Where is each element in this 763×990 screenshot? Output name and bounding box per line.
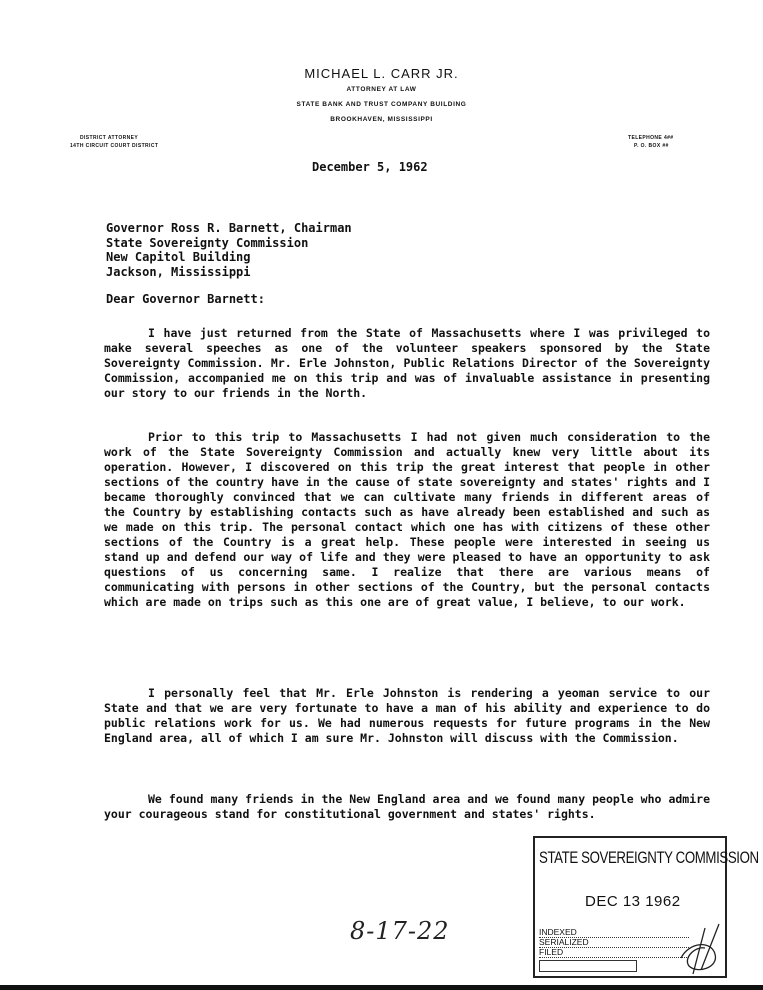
right-line-2: P. O. BOX ##	[634, 143, 669, 149]
letterhead-city: BROOKHAVEN, MISSISSIPPI	[330, 116, 433, 123]
stamp-title: STATE SOVEREIGNTY COMMISSION	[539, 848, 759, 867]
stamp-date: DEC 13 1962	[585, 893, 681, 910]
letter-date: December 5, 1962	[312, 160, 428, 174]
body-paragraph-1: I have just returned from the State of Massachusetts where I was privileged to make several speeches as one of the volunteer speakers sponsored by the State Sovereignty Commission. Mr. Erle Johnston, Public Relations Director of the Sovereignty Commission, accompanied me on this trip and was of invaluable assistance in presenting our story to our friends in the North.	[104, 326, 710, 400]
letterhead-right-block-2	[634, 142, 669, 150]
letterhead-right-block	[628, 134, 674, 142]
recipient-line-1: Governor Ross R. Barnett, Chairman	[106, 221, 352, 235]
body-paragraph-2: Prior to this trip to Massachusetts I had not given much consideration to the work of the State Sovereignty Commission and actually knew very little about its operation. However, I discovered on this trip the great interest that people in other sections of the country have in the cause of state sovereignty and states' rights and I became thoroughly convinced that we can cultivate many friends in different areas of the Country by establishing contacts such as have already been established and such as we made on this trip. The personal contact which one has with citizens of these other sections of the Country is a great help. These people were interested in seeing us stand up and defend our way of life and they were pleased to have an opportunity to ask questions of us concerning same. I realize that there are various means of communicating with persons in other sections of the Country, but the personal contacts which are made on trips such as this one are of great value, I believe, to our work.	[104, 430, 710, 609]
letterhead-title: ATTORNEY AT LAW	[346, 86, 417, 93]
letterhead-left-block-2	[70, 142, 158, 150]
stamp-filed: FILED	[539, 948, 689, 958]
stamp-serialized: SERIALIZED	[539, 938, 689, 948]
stamp-box	[539, 960, 637, 972]
letterhead-left-block	[80, 134, 138, 142]
scan-bottom-edge	[0, 985, 763, 990]
body-paragraph-4: We found many friends in the New England area and we found many people who admire your courageous stand for constitutional government and states' rights.	[104, 792, 710, 821]
stamp-indexed: INDEXED	[539, 928, 689, 938]
letterhead-name: MICHAEL L. CARR JR.	[304, 66, 459, 81]
right-line-1: TELEPHONE 4##	[628, 135, 674, 141]
salutation: Dear Governor Barnett:	[106, 292, 265, 306]
recipient-line-4: Jackson, Mississippi	[106, 264, 251, 279]
left-line-1: DISTRICT ATTORNEY	[80, 135, 139, 141]
handwritten-note: 8-17-22	[350, 917, 450, 945]
recipient-address	[106, 221, 352, 279]
body-paragraph-3: I personally feel that Mr. Erle Johnston is rendering a yeoman service to our State and that we are very fortunate to have a man of his ability and experience to do public relations work for us. We had numerous requests for future programs in the New England area, all of which I am sure Mr. Johnston will discuss with the Commission.	[104, 686, 710, 745]
received-stamp	[533, 836, 759, 978]
left-line-2: 14TH CIRCUIT COURT DISTRICT	[70, 143, 159, 149]
letterhead-building: STATE BANK AND TRUST COMPANY BUILDING	[296, 101, 467, 108]
recipient-line-3: New Capitol Building	[106, 250, 251, 264]
initials-scribble	[675, 918, 725, 976]
recipient-line-2: State Sovereignty Commission	[106, 235, 309, 250]
